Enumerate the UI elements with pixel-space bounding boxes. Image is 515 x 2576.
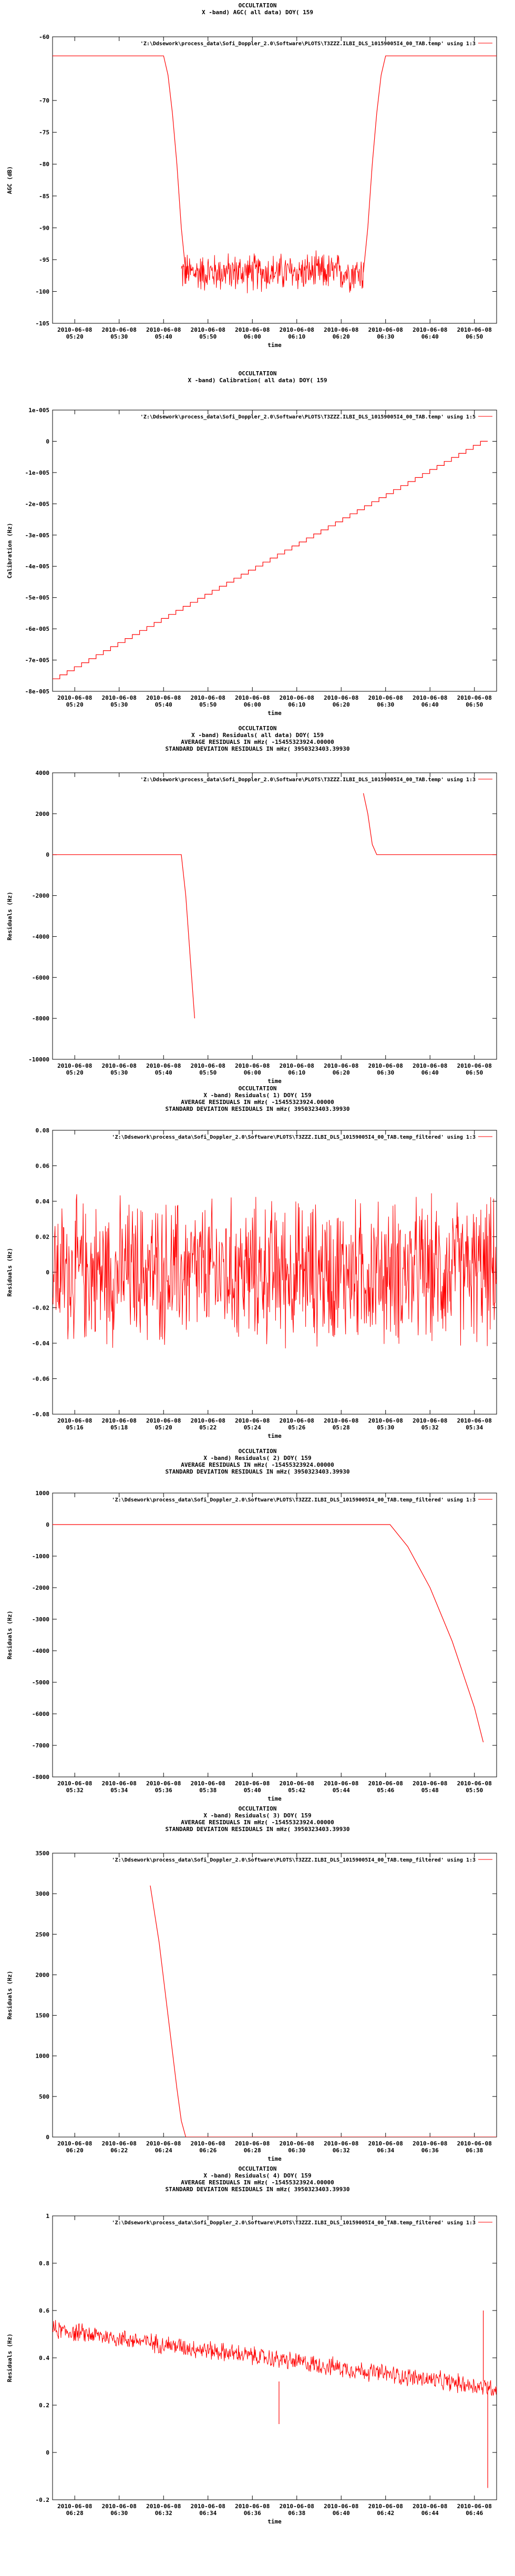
y-tick-label: -8000 <box>32 1015 49 1023</box>
x-tick-label: 2010-06-08 <box>190 2140 225 2147</box>
x-tick-label: 06:10 <box>288 1069 306 1076</box>
y-tick-label: 3500 <box>35 1850 49 1857</box>
x-tick-label: 2010-06-08 <box>457 1062 492 1069</box>
x-tick-label: 06:00 <box>243 701 261 708</box>
x-tick-label: 2010-06-08 <box>57 326 92 333</box>
y-tick-label: -4e-005 <box>25 563 49 570</box>
x-tick-label: 06:50 <box>466 333 483 340</box>
x-tick-label: 2010-06-08 <box>324 1780 359 1787</box>
y-tick-label: 0.08 <box>35 1127 49 1134</box>
x-tick-label: 2010-06-08 <box>368 1062 403 1069</box>
x-tick-label: 05:50 <box>199 1069 217 1076</box>
y-tick-label: -8e-005 <box>25 688 49 695</box>
y-tick-label: -0.06 <box>32 1375 49 1383</box>
x-tick-label: 05:50 <box>466 1787 483 1794</box>
x-tick-label: 06:38 <box>288 2510 306 2517</box>
x-tick-label: 2010-06-08 <box>457 694 492 701</box>
x-tick-label: 06:34 <box>377 2147 395 2154</box>
chart-title-line: AVERAGE RESIDUALS IN mHz( -15455323924.00000 <box>181 2179 334 2186</box>
y-tick-label: -60 <box>39 34 49 40</box>
x-tick-label: 05:40 <box>154 333 172 340</box>
x-tick-label: 2010-06-08 <box>57 2140 92 2147</box>
x-tick-label: 06:50 <box>466 1069 483 1076</box>
x-tick-label: 05:20 <box>154 1424 172 1431</box>
y-axis-label: Residuals (Hz) <box>6 2333 13 2383</box>
x-tick-label: 05:34 <box>466 1424 483 1431</box>
y-tick-label: 2500 <box>35 1931 49 1938</box>
x-tick-label: 2010-06-08 <box>57 2503 92 2510</box>
x-tick-label: 05:22 <box>199 1424 217 1431</box>
x-tick-label: 2010-06-08 <box>57 1417 92 1424</box>
y-tick-label: -75 <box>39 129 49 136</box>
x-tick-label: 2010-06-08 <box>457 2140 492 2147</box>
x-tick-label: 06:24 <box>154 2147 172 2154</box>
y-tick-label: -0.08 <box>32 1411 49 1418</box>
x-tick-label: 2010-06-08 <box>190 1062 225 1069</box>
y-tick-label: -0.04 <box>32 1340 49 1347</box>
x-tick-label: 05:32 <box>66 1787 84 1794</box>
y-tick-label: -1e-005 <box>25 469 49 476</box>
x-tick-label: 2010-06-08 <box>146 694 181 701</box>
chart-title-line: X -band) Residuals( 1) DOY( 159 <box>203 1092 312 1099</box>
y-tick-label: 2000 <box>35 1971 49 1979</box>
x-tick-label: 06:30 <box>110 2510 128 2517</box>
x-tick-label: 2010-06-08 <box>235 2503 270 2510</box>
y-tick-label: -85 <box>39 192 49 200</box>
y-tick-label: -7000 <box>32 1742 49 1749</box>
y-tick-label: -5e-005 <box>25 594 49 601</box>
y-tick-label: -105 <box>35 320 49 327</box>
y-tick-label: -3000 <box>32 1616 49 1623</box>
y-tick-label: -4000 <box>32 933 49 941</box>
x-tick-label: 2010-06-08 <box>190 1417 225 1424</box>
x-tick-label: 2010-06-08 <box>235 2140 270 2147</box>
x-tick-label: 2010-06-08 <box>57 1780 92 1787</box>
x-tick-label: 05:30 <box>377 1424 395 1431</box>
x-tick-label: 2010-06-08 <box>279 2140 314 2147</box>
y-tick-label: -2000 <box>32 1585 49 1591</box>
x-tick-label: 2010-06-08 <box>279 326 314 333</box>
x-tick-label: 06:36 <box>243 2510 261 2517</box>
y-tick-label: -6000 <box>32 1711 49 1718</box>
chart-title-line: OCCULTATION <box>238 1805 277 1812</box>
y-tick-label: 0.06 <box>35 1162 49 1170</box>
x-tick-label: 05:34 <box>110 1787 128 1794</box>
x-tick-label: 2010-06-08 <box>413 2140 448 2147</box>
x-tick-label: 06:22 <box>110 2147 128 2154</box>
x-tick-label: 06:40 <box>421 701 439 708</box>
y-tick-label: -80 <box>39 161 49 168</box>
y-tick-label: -5000 <box>32 1679 49 1686</box>
x-tick-label: 06:32 <box>332 2147 350 2154</box>
chart-title-line: STANDARD DEVIATION RESIDUALS IN mHz( 3950323403.39930 <box>165 1106 350 1112</box>
legend-label: 'Z:\Ddsework\process_data\Sofi_Doppler_2.0\Software\PLOTS\T3ZZZ.ILBI_DLS_10159005I4_00_TAB.temp_filtered' using 1:3 <box>111 1497 476 1503</box>
x-tick-label: 2010-06-08 <box>101 1780 137 1787</box>
x-tick-label: 2010-06-08 <box>235 1780 270 1787</box>
x-tick-label: 2010-06-08 <box>146 1417 181 1424</box>
y-tick-label: 1000 <box>35 1490 49 1497</box>
legend-label: 'Z:\Ddsework\process_data\Sofi_Doppler_2.0\Software\PLOTS\T3ZZZ.ILBI_DLS_10159005I4_00_TAB.temp' using 1:5 <box>140 414 476 420</box>
x-tick-label: 2010-06-08 <box>101 2140 137 2147</box>
x-tick-label: 05:38 <box>199 1787 217 1794</box>
x-tick-label: 05:30 <box>110 333 128 340</box>
x-tick-label: 2010-06-08 <box>57 1062 92 1069</box>
x-tick-label: 06:40 <box>421 1069 439 1076</box>
x-axis-label: time <box>267 710 282 717</box>
y-tick-label: -0.2 <box>35 2497 49 2503</box>
chart-title-line: OCCULTATION <box>238 1448 277 1455</box>
x-tick-label: 2010-06-08 <box>457 1780 492 1787</box>
x-tick-label: 06:28 <box>66 2510 84 2517</box>
x-tick-label: 2010-06-08 <box>324 694 359 701</box>
x-tick-label: 2010-06-08 <box>457 2503 492 2510</box>
x-tick-label: 06:38 <box>466 2147 483 2154</box>
y-tick-label: -6e-005 <box>25 626 49 633</box>
x-tick-label: 2010-06-08 <box>413 1780 448 1787</box>
x-tick-label: 05:40 <box>243 1787 261 1794</box>
y-tick-label: 0 <box>46 1521 49 1528</box>
chart-title-line: X -band) AGC( all data) DOY( 159 <box>202 9 313 16</box>
x-tick-label: 06:00 <box>243 1069 261 1076</box>
x-tick-label: 06:30 <box>377 1069 395 1076</box>
x-tick-label: 05:32 <box>421 1424 439 1431</box>
x-tick-label: 2010-06-08 <box>101 1062 137 1069</box>
x-tick-label: 2010-06-08 <box>190 2503 225 2510</box>
x-tick-label: 06:42 <box>377 2510 395 2517</box>
x-tick-label: 2010-06-08 <box>101 1417 137 1424</box>
y-axis-label: AGC (dB) <box>6 166 13 194</box>
y-tick-label: 4000 <box>35 770 49 776</box>
x-tick-label: 2010-06-08 <box>457 326 492 333</box>
x-tick-label: 06:46 <box>466 2510 483 2517</box>
chart-title-line: OCCULTATION <box>238 1085 277 1092</box>
chart-title-line: AVERAGE RESIDUALS IN mHz( -15455323924.00000 <box>181 1819 334 1826</box>
legend-label: 'Z:\Ddsework\process_data\Sofi_Doppler_2.0\Software\PLOTS\T3ZZZ.ILBI_DLS_10159005I4_00_TAB.temp_filtered' using 1:3 <box>111 2220 476 2226</box>
x-tick-label: 05:46 <box>377 1787 395 1794</box>
y-tick-label: 0.04 <box>35 1198 49 1205</box>
y-tick-label: -6000 <box>32 974 49 982</box>
x-tick-label: 05:20 <box>66 1069 84 1076</box>
x-tick-label: 05:18 <box>110 1424 128 1431</box>
y-tick-label: 2000 <box>35 810 49 817</box>
x-tick-label: 06:50 <box>466 701 483 708</box>
x-axis-label: time <box>267 2155 282 2162</box>
x-tick-label: 05:40 <box>154 701 172 708</box>
x-tick-label: 2010-06-08 <box>457 1417 492 1424</box>
x-tick-label: 06:20 <box>66 2147 84 2154</box>
x-tick-label: 2010-06-08 <box>413 326 448 333</box>
x-tick-label: 2010-06-08 <box>324 326 359 333</box>
x-tick-label: 05:28 <box>332 1424 350 1431</box>
chart-title-line: STANDARD DEVIATION RESIDUALS IN mHz( 3950323403.39930 <box>165 2186 350 2193</box>
x-tick-label: 06:30 <box>377 333 395 340</box>
chart-title-line: STANDARD DEVIATION RESIDUALS IN mHz( 3950323403.39930 <box>165 745 350 752</box>
chart-title-line: AVERAGE RESIDUALS IN mHz( -15455323924.00000 <box>181 1461 334 1468</box>
x-tick-label: 06:20 <box>332 701 350 708</box>
y-axis-label: Calibration (Hz) <box>6 523 13 579</box>
x-tick-label: 06:40 <box>332 2510 350 2517</box>
chart-title-line: AVERAGE RESIDUALS IN mHz( -15455323924.00000 <box>181 1099 334 1106</box>
chart-title-line: AVERAGE RESIDUALS IN mHz( -15455323924.00000 <box>181 739 334 745</box>
x-tick-label: 05:40 <box>154 1069 172 1076</box>
x-tick-label: 2010-06-08 <box>368 326 403 333</box>
x-tick-label: 05:48 <box>421 1787 439 1794</box>
x-tick-label: 2010-06-08 <box>279 694 314 701</box>
y-tick-label: -2e-005 <box>25 500 49 508</box>
x-tick-label: 2010-06-08 <box>324 1417 359 1424</box>
legend-label: 'Z:\Ddsework\process_data\Sofi_Doppler_2.0\Software\PLOTS\T3ZZZ.ILBI_DLS_10159005I4_00_TAB.temp' using 1:3 <box>140 777 476 783</box>
x-tick-label: 06:00 <box>243 333 261 340</box>
series-group <box>53 2311 497 2488</box>
x-tick-label: 2010-06-08 <box>279 1062 314 1069</box>
x-tick-label: 2010-06-08 <box>235 326 270 333</box>
x-tick-label: 05:50 <box>199 333 217 340</box>
y-tick-label: -100 <box>35 288 49 295</box>
x-tick-label: 2010-06-08 <box>146 2503 181 2510</box>
y-tick-label: 0 <box>46 2134 49 2141</box>
x-tick-label: 2010-06-08 <box>324 2140 359 2147</box>
x-tick-label: 05:16 <box>66 1424 84 1431</box>
x-tick-label: 2010-06-08 <box>101 694 137 701</box>
x-tick-label: 06:30 <box>288 2147 306 2154</box>
y-axis-label: Residuals (Hz) <box>6 1248 13 1297</box>
y-tick-label: -0.02 <box>32 1304 49 1312</box>
chart-title-line: X -band) Calibration( all data) DOY( 159 <box>188 377 327 384</box>
x-tick-label: 05:50 <box>199 701 217 708</box>
x-axis-label: time <box>267 342 282 349</box>
x-tick-label: 2010-06-08 <box>368 694 403 701</box>
x-tick-label: 2010-06-08 <box>413 694 448 701</box>
x-tick-label: 05:30 <box>110 1069 128 1076</box>
chart-title-line: OCCULTATION <box>238 370 277 377</box>
x-tick-label: 2010-06-08 <box>368 2140 403 2147</box>
y-tick-label: 0.6 <box>39 2307 49 2314</box>
x-tick-label: 05:36 <box>154 1787 172 1794</box>
x-tick-label: 2010-06-08 <box>235 694 270 701</box>
y-tick-label: -95 <box>39 256 49 263</box>
y-tick-label: -70 <box>39 97 49 105</box>
x-axis-label: time <box>267 1078 282 1085</box>
chart-title-line: X -band) Residuals( 3) DOY( 159 <box>203 1812 312 1819</box>
x-tick-label: 06:32 <box>154 2510 172 2517</box>
x-tick-label: 05:20 <box>66 701 84 708</box>
x-tick-label: 2010-06-08 <box>368 1780 403 1787</box>
x-tick-label: 05:24 <box>243 1424 261 1431</box>
chart-title-line: OCCULTATION <box>238 725 277 732</box>
y-tick-label: 1000 <box>35 2052 49 2060</box>
x-tick-label: 2010-06-08 <box>57 694 92 701</box>
x-tick-label: 2010-06-08 <box>368 2503 403 2510</box>
legend-label: 'Z:\Ddsework\process_data\Sofi_Doppler_2.0\Software\PLOTS\T3ZZZ.ILBI_DLS_10159005I4_00_TAB.temp_filtered' using 1:3 <box>111 1857 476 1863</box>
y-tick-label: -10000 <box>28 1056 49 1063</box>
x-tick-label: 05:20 <box>66 333 84 340</box>
x-axis-label: time <box>267 1795 282 1802</box>
x-tick-label: 2010-06-08 <box>413 1062 448 1069</box>
x-tick-label: 2010-06-08 <box>101 2503 137 2510</box>
x-tick-label: 2010-06-08 <box>279 1780 314 1787</box>
y-tick-label: 0 <box>46 438 49 445</box>
chart-title-line: STANDARD DEVIATION RESIDUALS IN mHz( 3950323403.39930 <box>165 1826 350 1833</box>
x-tick-label: 06:10 <box>288 333 306 340</box>
x-tick-label: 2010-06-08 <box>368 1417 403 1424</box>
x-tick-label: 06:36 <box>421 2147 439 2154</box>
chart-title-line: OCCULTATION <box>238 2 277 9</box>
x-tick-label: 2010-06-08 <box>413 1417 448 1424</box>
x-tick-label: 2010-06-08 <box>279 2503 314 2510</box>
y-axis-label: Residuals (Hz) <box>6 1970 13 2020</box>
x-tick-label: 2010-06-08 <box>146 2140 181 2147</box>
x-tick-label: 2010-06-08 <box>146 326 181 333</box>
y-tick-label: 3000 <box>35 1890 49 1898</box>
chart-title-line: X -band) Residuals( 2) DOY( 159 <box>203 1455 312 1461</box>
y-tick-label: -3e-005 <box>25 531 49 539</box>
x-tick-label: 2010-06-08 <box>279 1417 314 1424</box>
legend-label: 'Z:\Ddsework\process_data\Sofi_Doppler_2.0\Software\PLOTS\T3ZZZ.ILBI_DLS_10159005I4_00_TAB.temp' using 1:3 <box>140 41 476 47</box>
x-tick-label: 2010-06-08 <box>190 694 225 701</box>
y-tick-label: 1 <box>46 2213 49 2220</box>
x-tick-label: 06:20 <box>332 1069 350 1076</box>
chart-title-line: STANDARD DEVIATION RESIDUALS IN mHz( 3950323403.39930 <box>165 1468 350 1475</box>
x-tick-label: 2010-06-08 <box>190 1780 225 1787</box>
x-tick-label: 05:30 <box>110 701 128 708</box>
x-tick-label: 05:44 <box>332 1787 350 1794</box>
x-tick-label: 2010-06-08 <box>413 2503 448 2510</box>
x-tick-label: 05:42 <box>288 1787 306 1794</box>
x-tick-label: 06:26 <box>199 2147 217 2154</box>
y-tick-label: -1000 <box>32 1553 49 1560</box>
x-tick-label: 05:26 <box>288 1424 306 1431</box>
y-tick-label: 0.2 <box>39 2402 49 2409</box>
x-tick-label: 2010-06-08 <box>146 1780 181 1787</box>
x-tick-label: 06:40 <box>421 333 439 340</box>
y-tick-label: 0.02 <box>35 1233 49 1241</box>
chart-title-line: X -band) Residuals( all data) DOY( 159 <box>191 732 324 739</box>
y-axis-label: Residuals (Hz) <box>6 892 13 941</box>
x-tick-label: 2010-06-08 <box>235 1062 270 1069</box>
y-tick-label: 0 <box>46 2449 49 2456</box>
y-tick-label: -7e-005 <box>25 657 49 664</box>
y-tick-label: -90 <box>39 224 49 232</box>
x-tick-label: 06:20 <box>332 333 350 340</box>
x-tick-label: 06:34 <box>199 2510 217 2517</box>
y-tick-label: -8000 <box>32 1774 49 1781</box>
x-tick-label: 2010-06-08 <box>146 1062 181 1069</box>
x-tick-label: 2010-06-08 <box>324 1062 359 1069</box>
x-tick-label: 2010-06-08 <box>324 2503 359 2510</box>
x-axis-label: time <box>267 2518 282 2525</box>
x-tick-label: 2010-06-08 <box>101 326 137 333</box>
y-tick-label: -4000 <box>32 1648 49 1654</box>
x-tick-label: 06:10 <box>288 701 306 708</box>
x-axis-label: time <box>267 1433 282 1439</box>
y-tick-label: 0 <box>46 851 49 858</box>
series-noise <box>53 2320 497 2396</box>
y-tick-label: 0.4 <box>39 2355 49 2362</box>
chart-title-line: OCCULTATION <box>238 2165 277 2172</box>
x-tick-label: 06:44 <box>421 2510 439 2517</box>
chart-title-line: X -band) Residuals( 4) DOY( 159 <box>203 2172 312 2179</box>
x-tick-label: 06:30 <box>377 701 395 708</box>
y-tick-label: 0.8 <box>39 2260 49 2267</box>
y-tick-label: -2000 <box>32 892 49 899</box>
legend-label: 'Z:\Ddsework\process_data\Sofi_Doppler_2.0\Software\PLOTS\T3ZZZ.ILBI_DLS_10159005I4_00_TAB.temp_filtered' using 1:3 <box>111 1134 476 1140</box>
y-axis-label: Residuals (Hz) <box>6 1610 13 1660</box>
x-tick-label: 06:28 <box>243 2147 261 2154</box>
x-tick-label: 2010-06-08 <box>235 1417 270 1424</box>
y-tick-label: 0 <box>46 1269 49 1276</box>
y-tick-label: 1e-005 <box>28 407 49 414</box>
y-tick-label: 500 <box>39 2093 49 2100</box>
x-tick-label: 2010-06-08 <box>190 326 225 333</box>
y-tick-label: 1500 <box>35 2012 49 2019</box>
